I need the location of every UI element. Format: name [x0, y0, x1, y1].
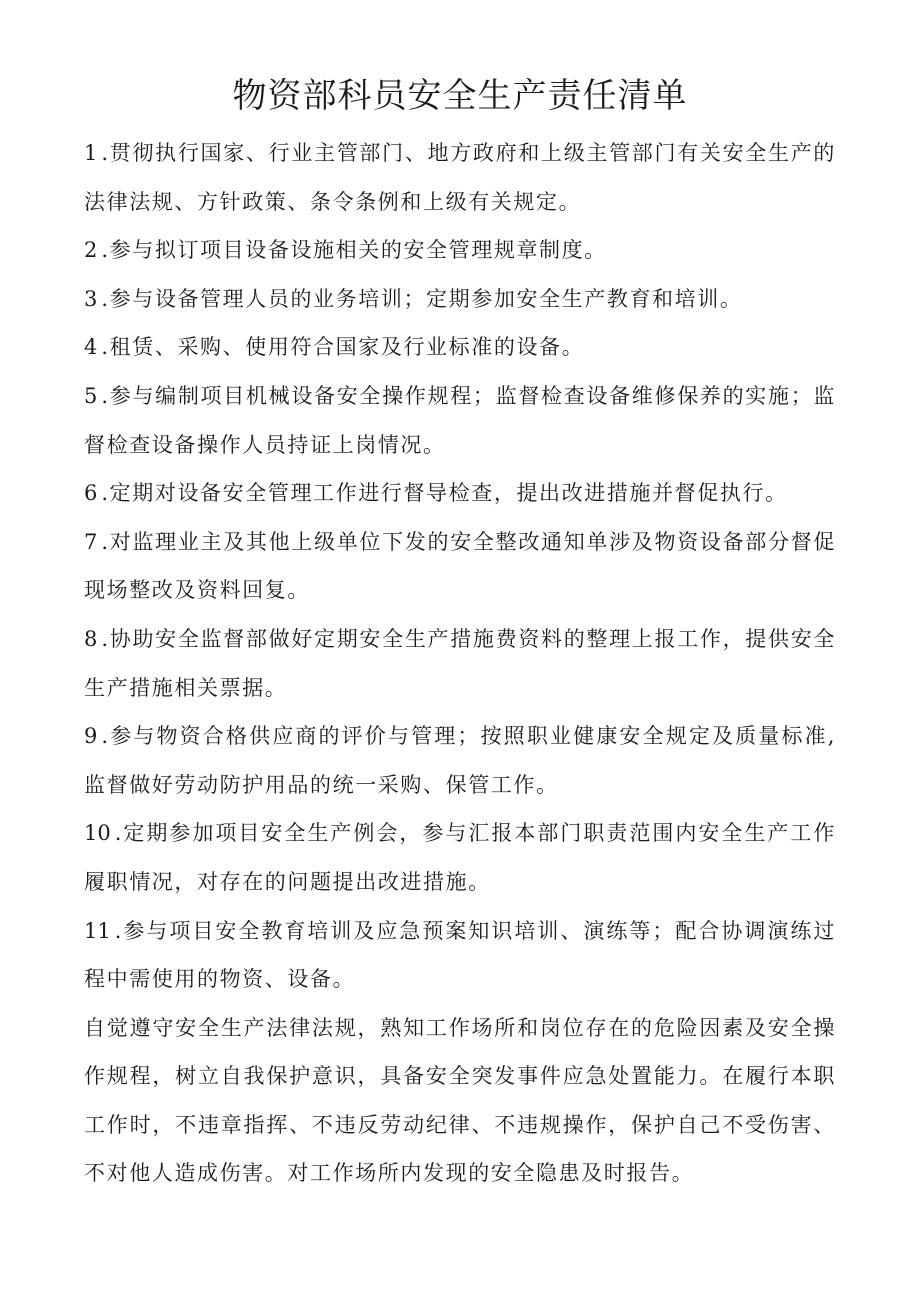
list-item — [84, 712, 836, 809]
list-item — [84, 226, 836, 275]
item-text: .贯彻执行国家、行业主管部门、地方政府和上级主管部门有关安全生产的法律法规、方针政策、条令条例和上级有关规定。 — [84, 141, 836, 214]
item-number: 3 — [84, 286, 98, 311]
document-body — [84, 129, 836, 1198]
item-text: .参与设备管理人员的业务培训；定期参加安全生产教育和培训。 — [101, 286, 743, 311]
list-item — [84, 323, 836, 372]
item-number: 5 — [84, 383, 98, 408]
list-item — [84, 809, 836, 906]
list-item — [84, 469, 836, 518]
item-text: .参与拟订项目设备设施相关的安全管理规章制度。 — [101, 238, 607, 263]
item-number: 1 — [84, 141, 98, 165]
item-text: .定期对设备安全管理工作进行督导检查，提出改进措施并督促执行。 — [101, 481, 788, 506]
item-text: .协助安全监督部做好定期安全生产措施费资料的整理上报工作，提供安全生产措施相关票据。 — [84, 626, 836, 700]
item-number: 4 — [84, 335, 98, 360]
document-title: 物资部科员安全生产责任清单 — [232, 76, 688, 116]
item-text: .参与项目安全教育培训及应急预案知识培训、演练等；配合协调演练过程中需使用的物资、设备。 — [84, 918, 836, 992]
item-number: 9 — [84, 724, 98, 749]
list-item — [84, 615, 836, 712]
item-text: .参与物资合格供应商的评价与管理；按照职业健康安全规定及质量标准,监督做好劳动防护用品的统一采购、保管工作。 — [84, 724, 836, 797]
item-text: .租赁、采购、使用符合国家及行业标准的设备。 — [101, 335, 585, 360]
item-number: 2 — [84, 238, 98, 263]
item-number: 10 — [84, 821, 111, 846]
list-item — [84, 372, 836, 469]
item-number: 7 — [84, 529, 98, 554]
item-number: 8 — [84, 626, 98, 651]
item-number: 11 — [84, 918, 111, 943]
item-text: .对监理业主及其他上级单位下发的安全整改通知单涉及物资设备部分督促现场整改及资料回复。 — [84, 529, 836, 603]
list-item — [84, 129, 836, 226]
list-item — [84, 275, 836, 324]
item-number: 6 — [84, 481, 98, 506]
closing-paragraph: 自觉遵守安全生产法律法规，熟知工作场所和岗位存在的危险因素及安全操作规程，树立自我保护意识，具备安全突发事件应急处置能力。在履行本职工作时，不违章指挥、不违反劳动纪律、不违规操作，保护自己不受伤害、不对他人造成伤害。对工作场所内发现的安全隐患及时报告。 — [84, 1015, 836, 1186]
item-text: .参与编制项目机械设备安全操作规程；监督检查设备维修保养的实施；监督检查设备操作人员持证上岗情况。 — [84, 383, 836, 457]
list-item — [84, 907, 836, 1004]
item-text: .定期参加项目安全生产例会，参与汇报本部门职责范围内安全生产工作履职情况，对存在的问题提出改进措施。 — [84, 821, 836, 894]
list-item — [84, 518, 836, 615]
